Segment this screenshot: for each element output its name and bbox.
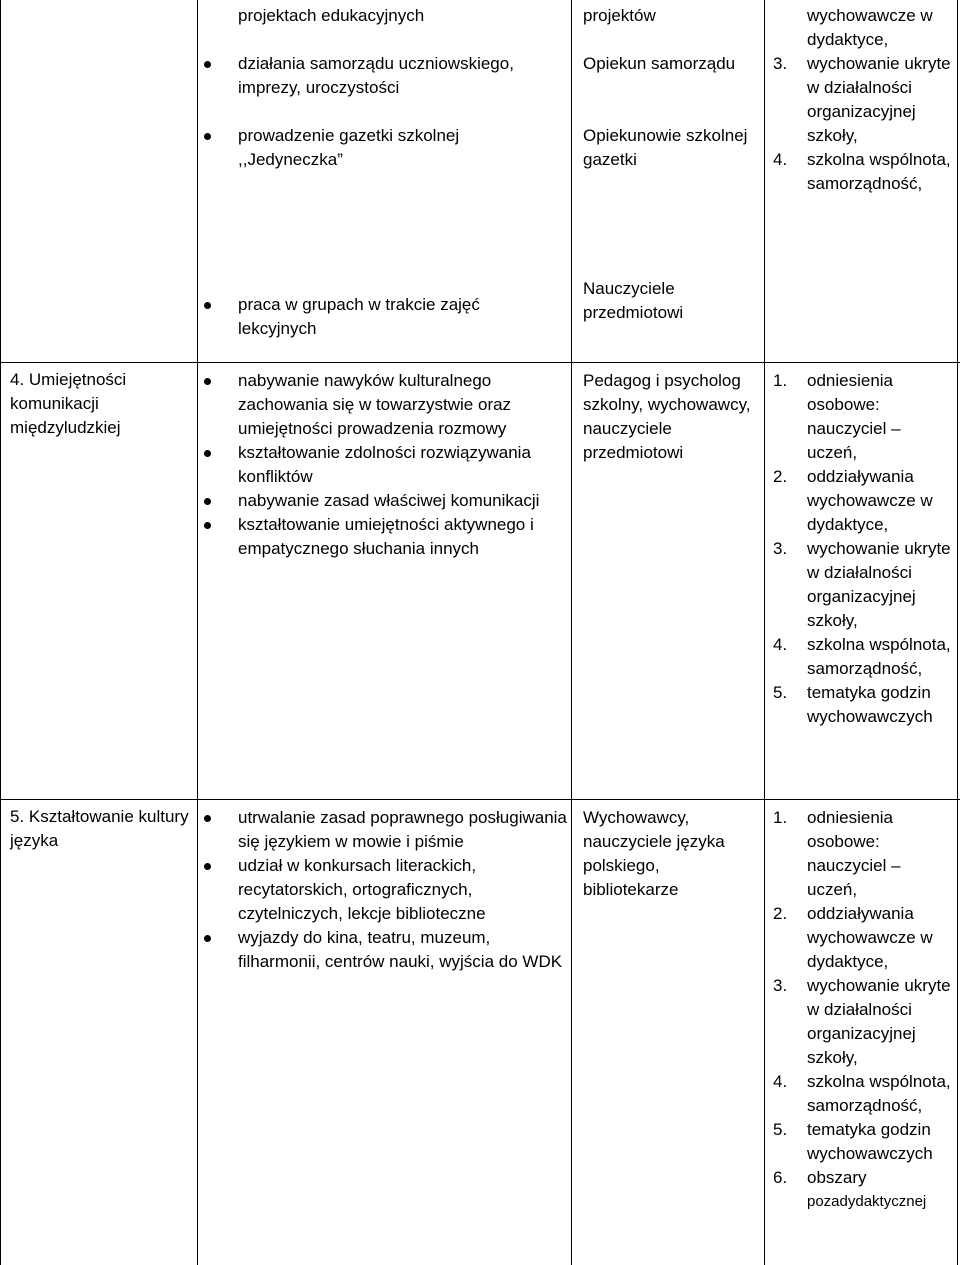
list-item [773,1190,953,1214]
item-text: oddziaływania wychowawcze w dydaktyce, [807,467,933,534]
item-number: 1. [773,371,788,390]
item-number: 4. [773,1072,788,1091]
list-item [773,465,953,537]
activity-list [200,293,500,341]
item-number: 4. [773,150,788,169]
list-item: prowadzenie gazetki szkolnej ,,Jedyneczka” [200,124,560,172]
section4-forms-cell [773,369,953,729]
list-item [773,1118,953,1166]
list-item: nabywanie nawyków kulturalnego zachowania się w towarzystwie oraz umiejętności prowadzenia rozmowy [200,369,570,441]
column-divider-3 [764,0,765,1265]
list-item [773,681,953,729]
list-item [773,902,953,974]
item-text: obszary [807,1168,867,1187]
item-number: 3. [773,976,788,995]
list-item: utrwalanie zasad poprawnego posługiwania się językiem w mowie i piśmie [200,806,570,854]
item-number: 2. [773,467,788,486]
category-label: 4. Umiejętności komunikacji międzyludzkiej [10,370,127,437]
table-border-left [0,0,1,1265]
section5-activities-cell [200,806,570,974]
item-text: odniesienia osobowe: nauczyciel – uczeń, [807,808,901,899]
row1-activities-cell [200,4,560,172]
forms-list [773,369,953,729]
activity-list [200,806,570,974]
item-number: 2. [773,904,788,923]
list-item: nabywanie zasad właściwej komunikacji [200,489,570,513]
list-item: udział w konkursach literackich, recytatorskich, ortograficznych, czytelniczych, lekcje biblioteczne [200,854,570,926]
activity-list [200,369,570,561]
item-text: oddziaływania wychowawcze w dydaktyce, [807,904,933,971]
item-text: pozadydaktycznej [807,1193,927,1210]
list-item: kształtowanie zdolności rozwiązywania konfliktów [200,441,570,489]
forms-list [773,4,953,196]
list-item [773,633,953,681]
list-item [773,974,953,1070]
forms-list [773,806,953,1214]
item-text: tematyka godzin wychowawczych [807,1120,933,1163]
category-label: 5. Kształtowanie kultury języka [10,807,189,850]
row-divider-2 [0,799,960,800]
item-text: wychowanie ukryte w działalności organizacyjnej szkoły, [807,54,951,145]
section4-activities-cell [200,369,570,561]
item-text: odniesienia osobowe: nauczyciel – uczeń, [807,371,901,462]
item-number: 5. [773,1120,788,1139]
activity-list [200,52,560,172]
row2-responsible-cell: Nauczyciele przedmiotowi [583,279,684,322]
row1-responsible-cell [583,4,758,172]
item-text: szkolna wspólnota, samorządność, [807,150,951,193]
row2-activities-cell [200,293,500,341]
item-text: szkolna wspólnota, samorządność, [807,1072,951,1115]
responsible-line: projektów [583,6,656,25]
responsible-line: Opiekunowie szkolnej gazetki [583,126,748,169]
item-number: 3. [773,54,788,73]
list-item: wyjazdy do kina, teatru, muzeum, filharmonii, centrów nauki, wyjścia do WDK [200,926,570,974]
list-item [773,4,953,52]
item-text: szkolna wspólnota, samorządność, [807,635,951,678]
column-divider-2 [571,0,572,1265]
list-item: działania samorządu uczniowskiego, imprezy, uroczystości [200,52,560,100]
section5-forms-cell [773,806,953,1214]
responsible-line: Opiekun samorządu [583,54,736,73]
item-text: wychowanie ukryte w działalności organizacyjnej szkoły, [807,539,951,630]
list-item: praca w grupach w trakcie zajęć lekcyjnych [200,293,500,341]
table-border-right [957,0,958,1265]
activity-continuation: projektach edukacyjnych [238,6,425,25]
item-number: 5. [773,683,788,702]
list-item [773,537,953,633]
row1-forms-cell [773,4,953,196]
list-item [773,806,953,902]
item-number: 3. [773,539,788,558]
item-number: 4. [773,635,788,654]
section5-responsible-cell: Wychowawcy, nauczyciele języka polskiego, bibliotekarze [583,808,725,899]
list-item [773,369,953,465]
item-text: tematyka godzin wychowawczych [807,683,933,726]
list-item: kształtowanie umiejętności aktywnego i empatycznego słuchania innych [200,513,570,561]
item-number: 1. [773,808,788,827]
list-item [773,148,953,196]
list-item [773,1166,953,1190]
column-divider-1 [197,0,198,1265]
list-item [773,1070,953,1118]
list-item [773,52,953,148]
item-number: 6. [773,1168,788,1187]
item-text: wychowawcze w dydaktyce, [807,6,933,49]
row-divider-1 [0,362,960,363]
item-text: wychowanie ukryte w działalności organizacyjnej szkoły, [807,976,951,1067]
section4-responsible-cell: Pedagog i psycholog szkolny, wychowawcy, nauczyciele przedmiotowi [583,371,751,462]
